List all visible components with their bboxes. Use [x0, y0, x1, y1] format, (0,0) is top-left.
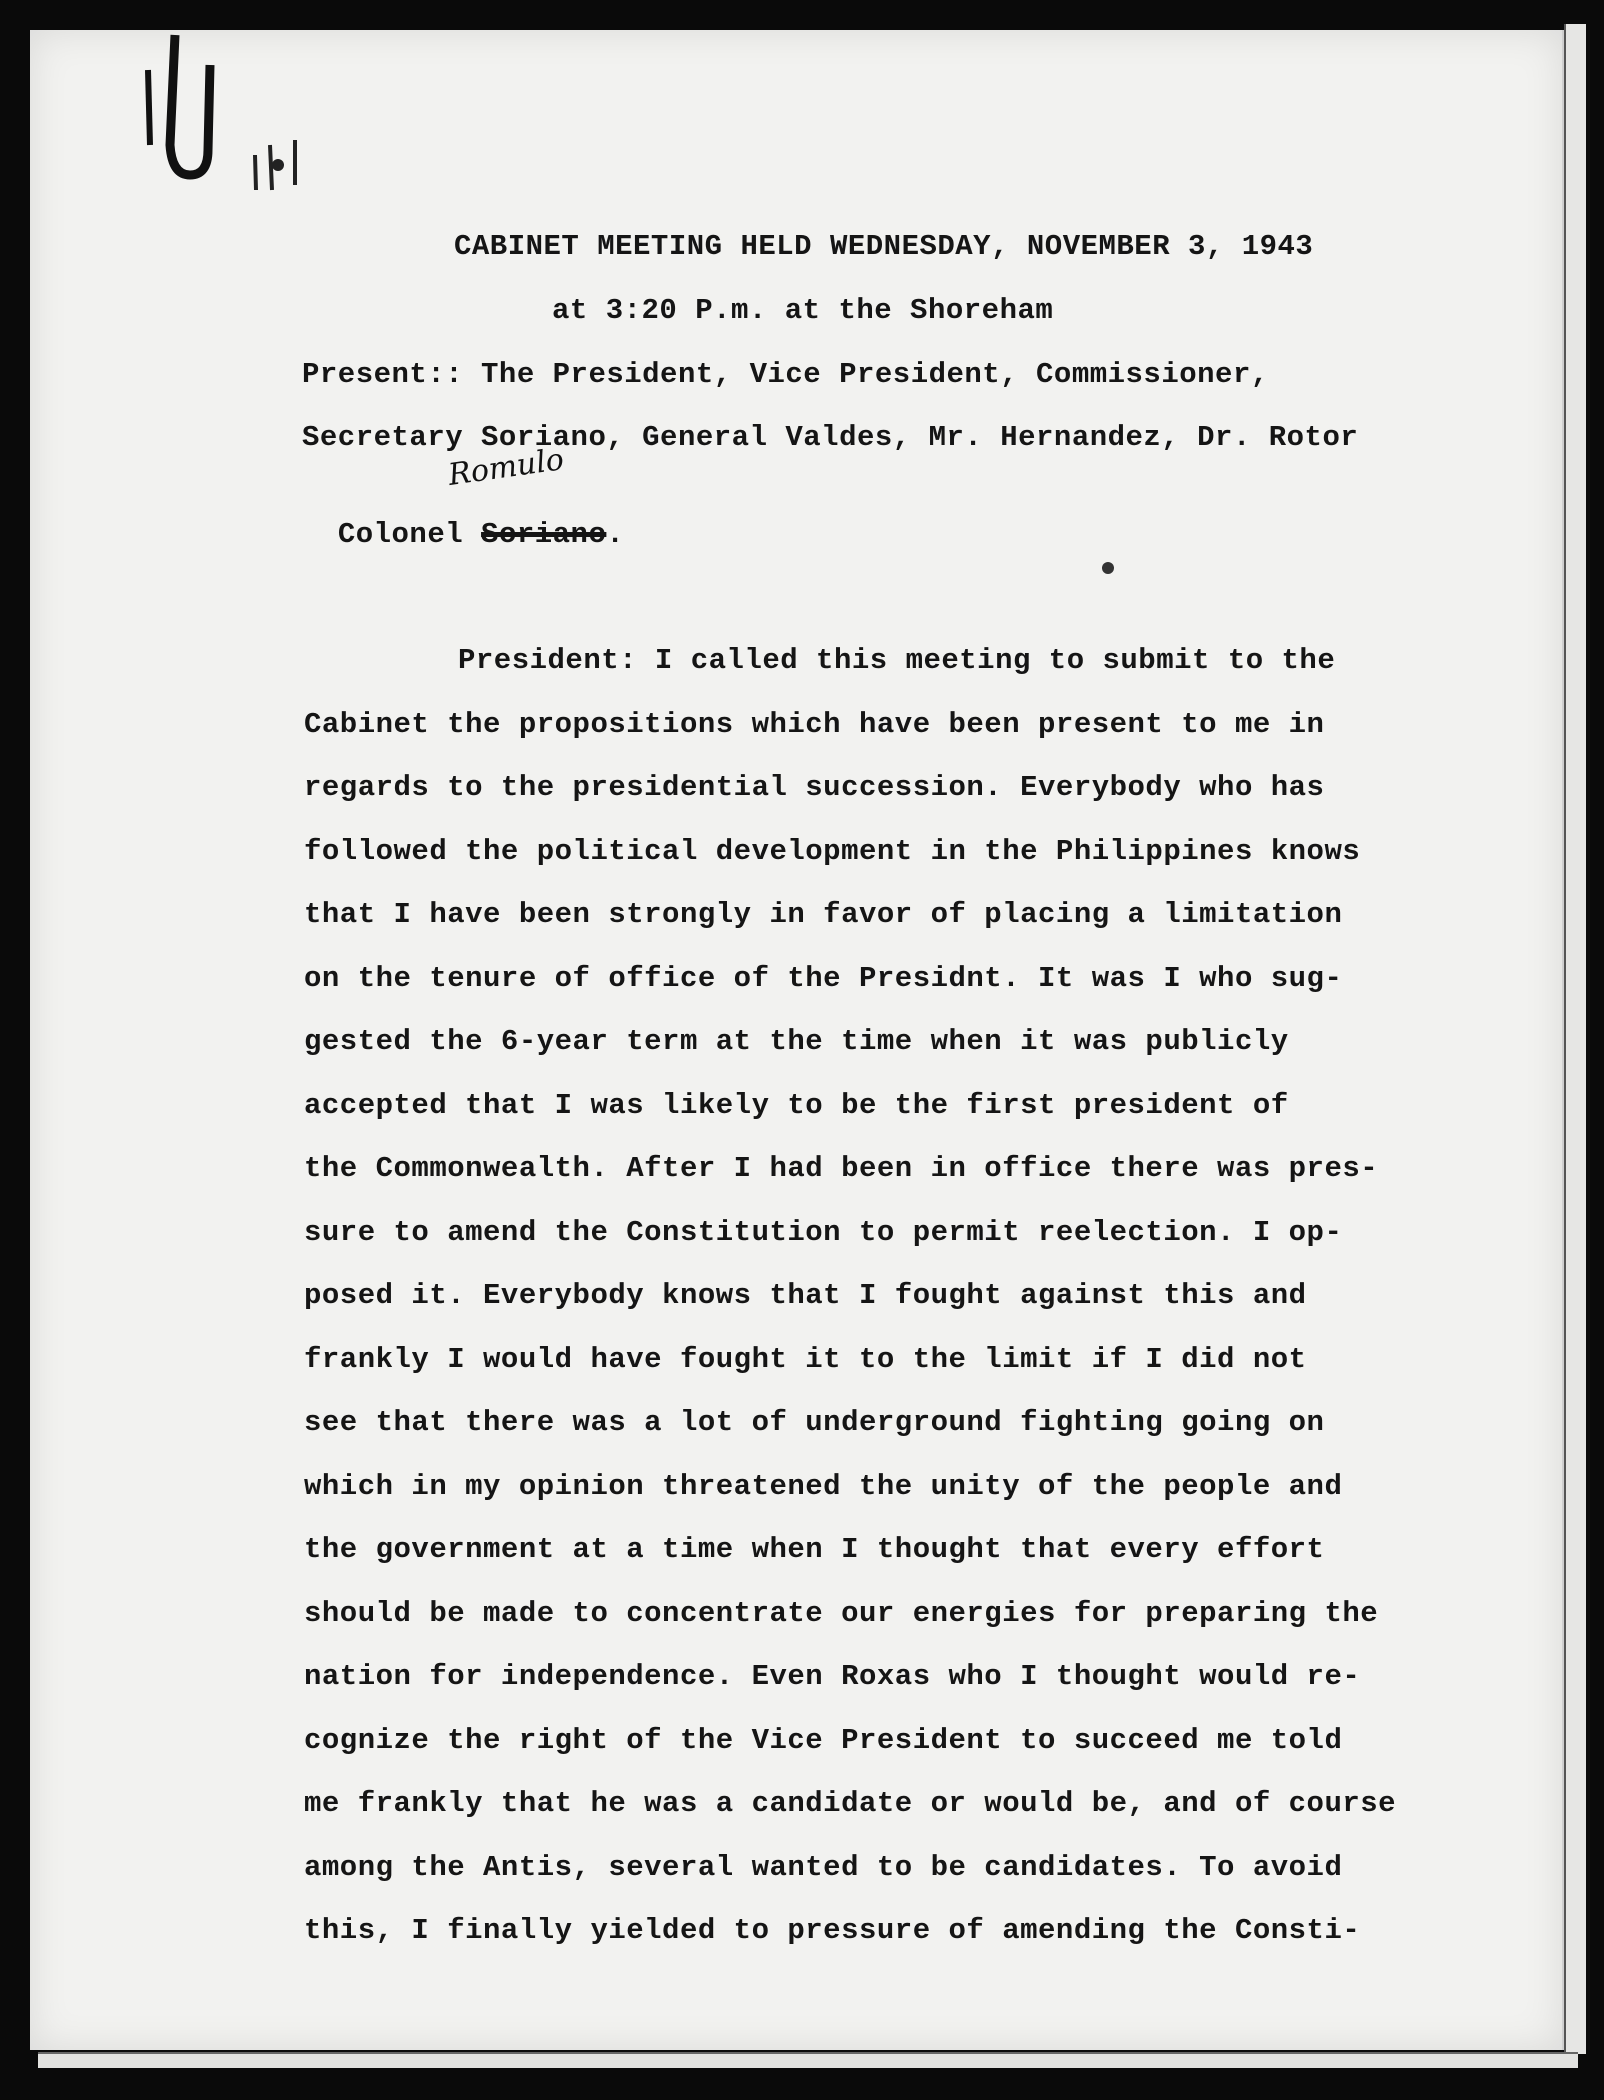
ink-spot	[1102, 562, 1114, 574]
page-edge-right	[1564, 24, 1586, 2054]
body-line: cognize the right of the Vice President to succeed me told	[304, 1724, 1343, 1757]
body-line: gested the 6-year term at the time when it was publicly	[304, 1025, 1289, 1058]
archival-stamp-mark	[130, 25, 320, 195]
body-line: on the tenure of office of the Presidnt. It was I who sug-	[304, 962, 1343, 995]
body-line: that I have been strongly in favor of placing a limitation	[304, 898, 1343, 931]
body-line: regards to the presidential succession. Everybody who has	[304, 771, 1325, 804]
present-line-2: Secretary Soriano, General Valdes, Mr. Hernandez, Dr. Rotor	[302, 421, 1359, 454]
body-line: among the Antis, several wanted to be candidates. To avoid	[304, 1851, 1343, 1884]
document-subtitle: at 3:20 P.m. at the Shoreham	[552, 294, 1054, 327]
body-line: the Commonwealth. After I had been in office there was pres-	[304, 1152, 1379, 1185]
body-line: nation for independence. Even Roxas who I thought would re-	[304, 1660, 1361, 1693]
colonel-label: Colonel	[337, 518, 464, 551]
body-line: followed the political development in the Philippines knows	[304, 835, 1361, 868]
body-line: see that there was a lot of underground fighting going on	[304, 1406, 1325, 1439]
body-line: posed it. Everybody knows that I fought against this and	[304, 1279, 1307, 1312]
line3-period: .	[606, 518, 625, 551]
body-line: the government at a time when I thought that every effort	[304, 1533, 1325, 1566]
body-line: sure to amend the Constitution to permit reelection. I op-	[304, 1216, 1343, 1249]
body-line: Cabinet the propositions which have been present to me in	[304, 708, 1325, 741]
handwritten-correction: Romulo	[446, 442, 566, 493]
struck-name: Soriano	[481, 518, 607, 551]
body-line: accepted that I was likely to be the first president of	[304, 1089, 1289, 1122]
present-line-3	[302, 491, 624, 549]
body-line: frankly I would have fought it to the limit if I did not	[304, 1343, 1307, 1376]
page-edge-bottom	[38, 2052, 1578, 2068]
body-line: this, I finally yielded to pressure of amending the Consti-	[304, 1914, 1361, 1947]
body-line: should be made to concentrate our energies for preparing the	[304, 1597, 1379, 1630]
present-line-1: Present:: The President, Vice President, Commissioner,	[302, 358, 1269, 391]
document-title: CABINET MEETING HELD WEDNESDAY, NOVEMBER 3, 1943	[454, 230, 1314, 263]
body-line: me frankly that he was a candidate or would be, and of course	[304, 1787, 1397, 1820]
body-line: President: I called this meeting to submit to the	[458, 644, 1336, 677]
body-line: which in my opinion threatened the unity of the people and	[304, 1470, 1343, 1503]
